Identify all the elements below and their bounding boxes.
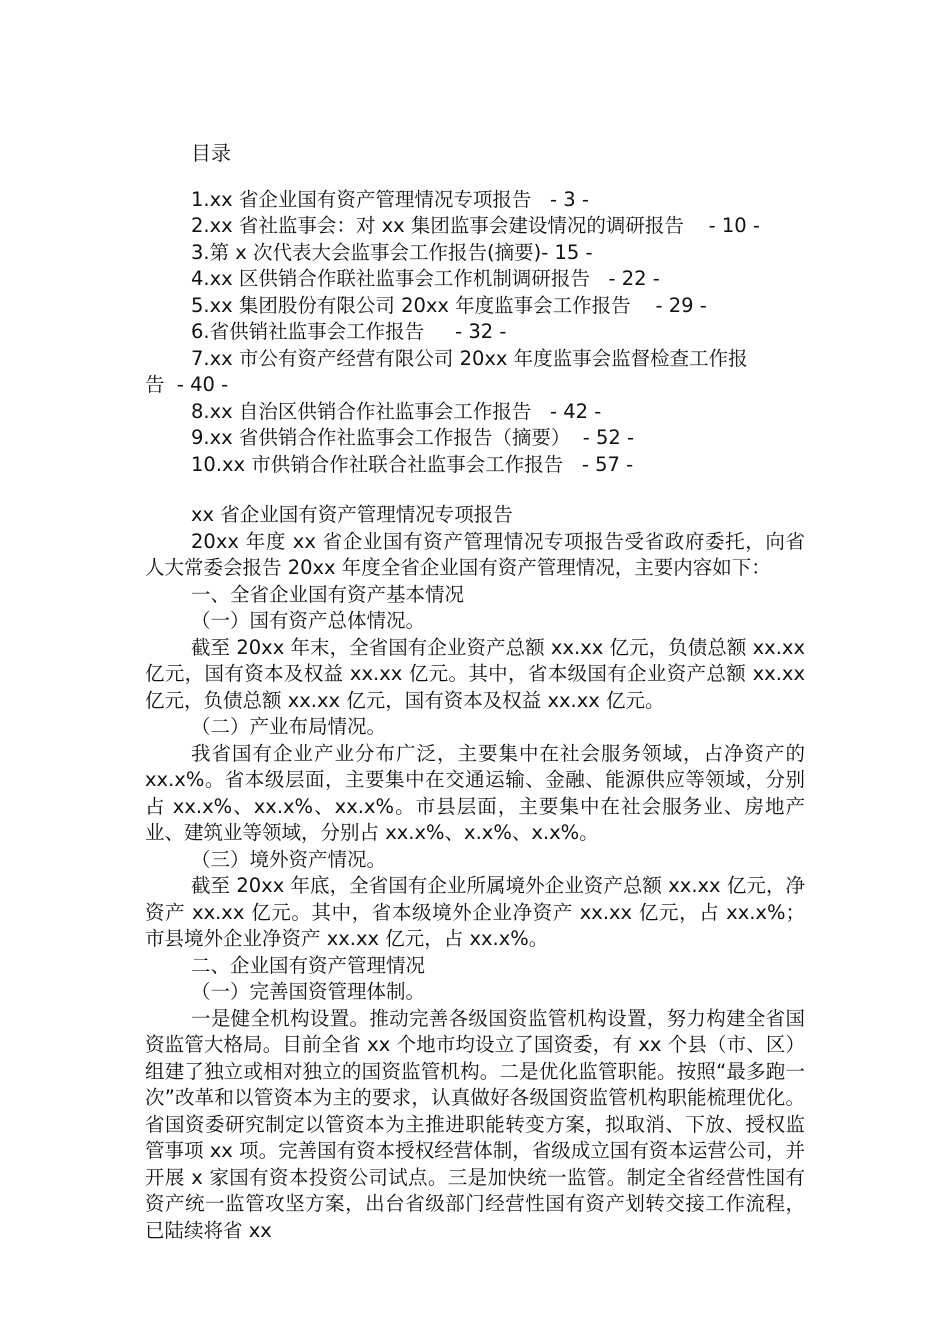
toc-item[interactable]: 4.xx 区供销合作联社监事会工作机制调研报告 - 22 - <box>191 267 660 290</box>
table-of-contents <box>145 187 805 479</box>
report-intro: 20xx 年度 xx 省企业国有资产管理情况专项报告受省政府委托，向省人大常委会报告 20xx 年度全省企业国有资产管理情况，主要内容如下： <box>145 529 805 579</box>
subsection-heading: （一）国有资产总体情况。 <box>191 609 426 632</box>
section-heading: 一、全省企业国有资产基本情况 <box>191 582 465 606</box>
body-paragraph: 截至 20xx 年末，全省国有企业资产总额 xx.xx 亿元，负债总额 xx.xx 亿元，国有资本及权益 xx.xx 亿元。其中，省本级国有企业资产总额 xx.xx 亿元，负债总额 xx.xx 亿元，国有资本及权益 xx.xx 亿元。 <box>145 635 812 712</box>
document-page <box>145 140 812 1244</box>
section-heading: 二、企业国有资产管理情况 <box>191 953 426 977</box>
report-title: xx 省企业国有资产管理情况专项报告 <box>191 503 513 526</box>
subsection-heading: （二）产业布局情况。 <box>191 715 387 738</box>
toc-title: 目录 <box>191 141 231 165</box>
body-paragraph: 我省国有企业产业分布广泛，主要集中在社会服务领域，占净资产的 xx.x%。省本级层面，主要集中在交通运输、金融、能源供应等领域，分别占 xx.x%、xx.x%、xx.x%。市县层面，主要集中在社会服务业、房地产业、建筑业等领域，分别占 xx.x%、x.x%、x.x%。 <box>145 741 812 844</box>
body-paragraph: 截至 20xx 年底，全省国有企业所属境外企业资产总额 xx.xx 亿元，净资产 xx.xx 亿元。其中，省本级境外企业净资产 xx.xx 亿元，占 xx.x%；市县境外企业净资产 xx.xx 亿元，占 xx.x%。 <box>145 874 805 950</box>
toc-item[interactable]: 3.第 x 次代表大会监事会工作报告(摘要)- 15 - <box>191 240 593 264</box>
toc-item[interactable]: 8.xx 自治区供销合作社监事会工作报告 - 42 - <box>191 399 602 423</box>
toc-item[interactable]: 2.xx 省社监事会：对 xx 集团监事会建设情况的调研报告 - 10 - <box>191 214 760 237</box>
toc-item[interactable]: 5.xx 集团股份有限公司 20xx 年度监事会工作报告 - 29 - <box>191 293 707 317</box>
subsection-heading: （一）完善国资管理体制。 <box>191 980 426 1003</box>
subsection-heading: （三）境外资产情况。 <box>191 847 387 871</box>
body-paragraph: 一是健全机构设置。推动完善各级国资监管机构设置，努力构建全省国资监管大格局。目前全省 xx 个地市均设立了国资委，有 xx 个县（市、区）组建了独立或相对独立的国资监管机构。二是优化监管职能。按照“最多跑一次”改革和以管资本为主的要求，认真做好各级国资监管机构职能梳理优化。省国资委研究制定以管资本为主推进职能转变方案，拟取消、下放、授权监管事项 xx 项。完善国有资本授权经营体制，省级成立国有资本运营公司，并开展 x 家国有资本投资公司试点。三是加快统一监管。制定全省经营性国有资产统一监管攻坚方案，出台省级部门经营性国有资产划转交接工作流程，已陆续将省 xx <box>145 1006 805 1242</box>
toc-item[interactable]: 9.xx 省供销合作社监事会工作报告（摘要） - 52 - <box>191 426 635 449</box>
toc-item[interactable]: 10.xx 市供销合作社联合社监事会工作报告 - 57 - <box>191 452 634 476</box>
toc-item[interactable]: 7.xx 市公有资产经营有限公司 20xx 年度监事会监督检查工作报 <box>191 346 748 370</box>
toc-item[interactable]: 1.xx 省企业国有资产管理情况专项报告 - 3 - <box>191 187 589 211</box>
toc-item[interactable]: 6.省供销社监事会工作报告 - 32 - <box>191 320 507 343</box>
toc-item-continuation[interactable]: 告 - 40 - <box>145 373 229 396</box>
